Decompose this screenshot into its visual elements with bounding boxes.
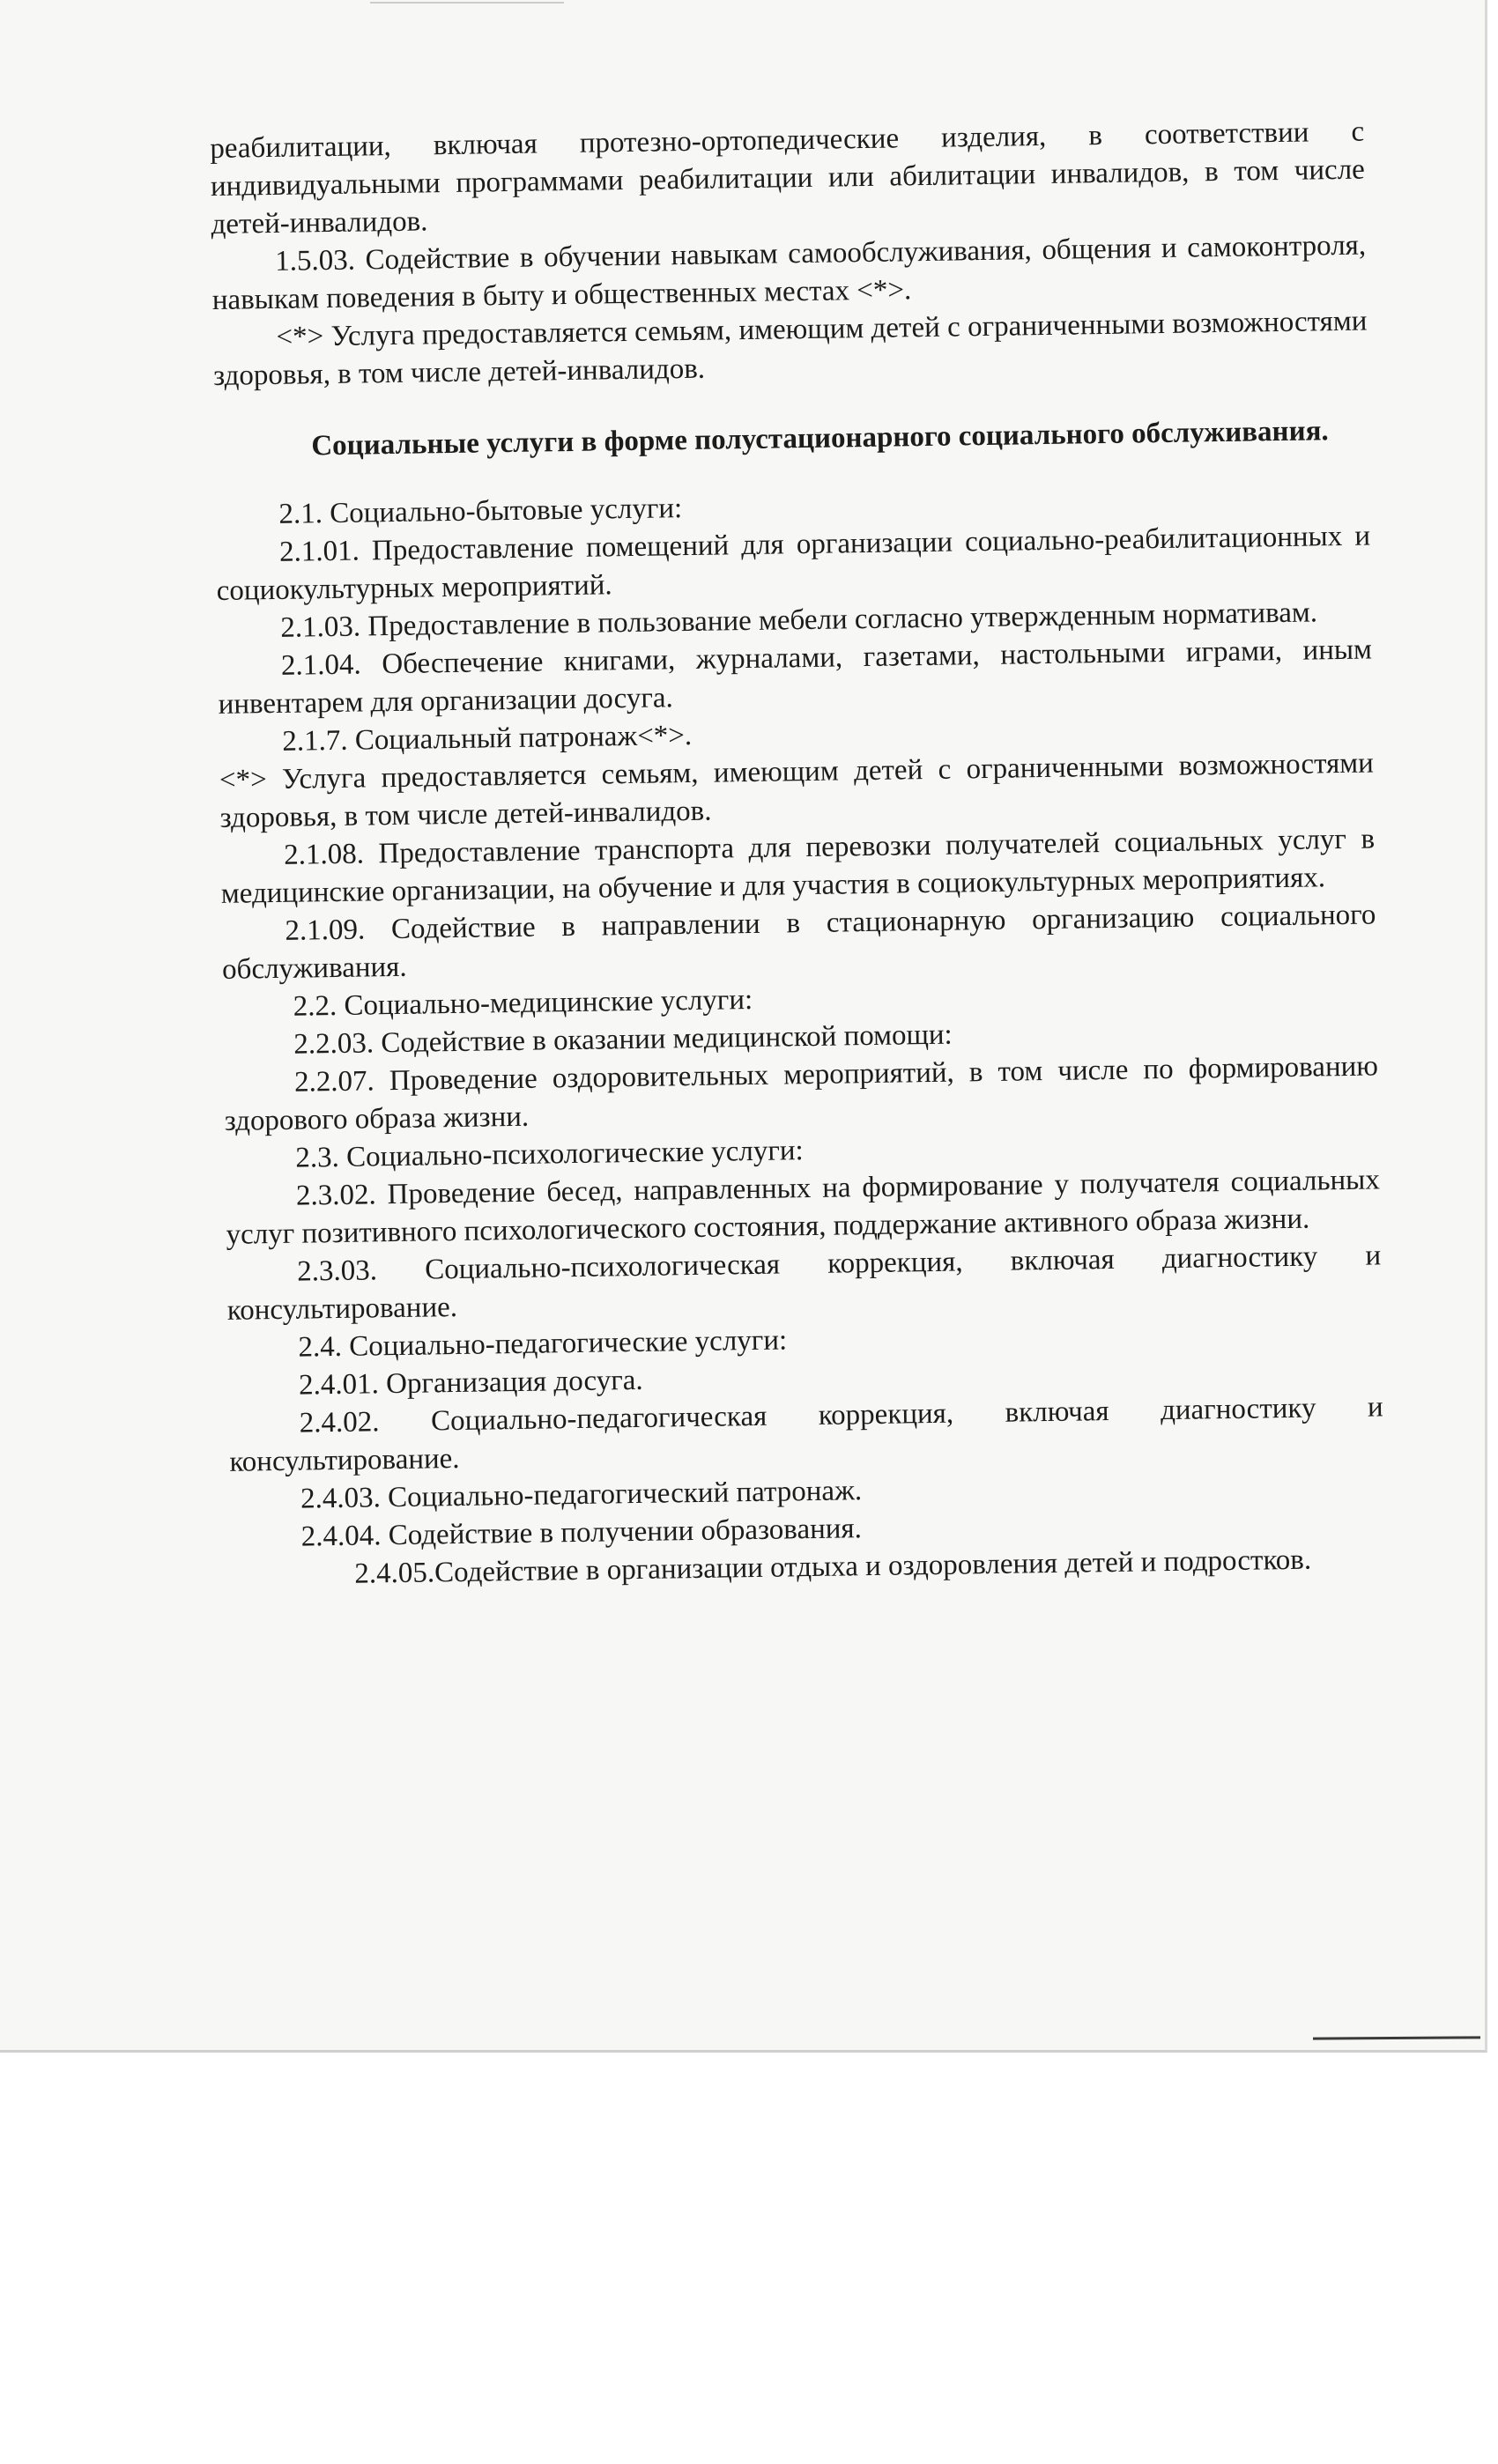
item-2-3-03: 2.3.03. Социально-психологическая коррекция, включая диагностику и консультирование.	[226, 1239, 1382, 1327]
item-2-2-07: 2.2.07. Проведение оздоровительных мероприятий, в том числе по формированию здорового образа жизни.	[224, 1050, 1379, 1137]
item-2-4-01: 2.4.01. Организация досуга.	[298, 1364, 643, 1402]
section-2-3-title: 2.3. Социально-психологические услуги:	[295, 1135, 804, 1174]
footnote-families: <*> Услуга предоставляется семьям, имеющим детей с ограниченными возможностями здоровья, в том числе детей-инвалидов.	[212, 305, 1368, 392]
item-2-1-7: 2.1.7. Социальный патронаж<*>.	[282, 719, 693, 758]
item-2-1-01: 2.1.01. Предоставление помещений для организации социально-реабилитационных и социокультурных мероприятий.	[216, 520, 1371, 607]
item-2-1-09: 2.1.09. Содействие в направлении в стационарную организацию социального обслуживания.	[221, 899, 1376, 986]
section-2-1-title: 2.1. Социально-бытовые услуги:	[278, 492, 683, 530]
item-2-1-08: 2.1.08. Предоставление транспорта для перевозки получателей социальных услуг в медицинские организации, на обучение и для участия в социокультурных мероприятиях.	[220, 823, 1376, 910]
document-body	[210, 114, 1386, 1595]
scan-artifact-line	[370, 2, 564, 4]
section-2-2-title: 2.2. Социально-медицинские услуги:	[293, 983, 753, 1023]
item-2-4-04: 2.4.04. Содействие в получении образования.	[300, 1513, 863, 1553]
section-heading: Социальные услуги в форме полустационарного социального обслуживания.	[311, 415, 1329, 462]
footnote-2-1-7: <*> Услуга предоставляется семьям, имеющим детей с ограниченными возможностями здоровья, в том числе детей-инвалидов.	[219, 747, 1375, 834]
paragraph-rehabilitation: реабилитации, включая протезно-ортопедические изделия, в соответствии с индивидуальными программами реабилитации или абилитации инвалидов, в том числе детей-инвалидов.	[210, 115, 1366, 240]
item-2-4-05: 2.4.05.Содействие в организации отдыха и оздоровления детей и подростков.	[354, 1543, 1312, 1590]
item-2-1-04: 2.1.04. Обеспечение книгами, журналами, газетами, настольными играми, иным инвентарем для организации досуга.	[218, 633, 1373, 721]
item-2-4-03: 2.4.03. Социально-педагогический патронаж.	[300, 1475, 863, 1515]
item-2-4-02: 2.4.02. Социально-педагогическая коррекция, включая диагностику и консультирование.	[229, 1391, 1383, 1478]
item-2-1-03: 2.1.03. Предоставление в пользование мебели согласно утвержденным нормативам.	[280, 596, 1318, 644]
item-2-2-03: 2.2.03. Содействие в оказании медицинской помощи:	[293, 1018, 953, 1061]
item-2-3-02: 2.3.02. Проведение бесед, направленных на формирование у получателя социальных услуг позитивного психологического состояния, поддержание активного образа жизни.	[226, 1164, 1381, 1251]
paragraph-1-5-03: 1.5.03. Содействие в обучении навыкам самообслуживания, общения и самоконтроля, навыкам поведения в быту и общественных местах <*>.	[211, 229, 1367, 316]
section-2-4-title: 2.4. Социально-педагогические услуги:	[298, 1324, 788, 1364]
